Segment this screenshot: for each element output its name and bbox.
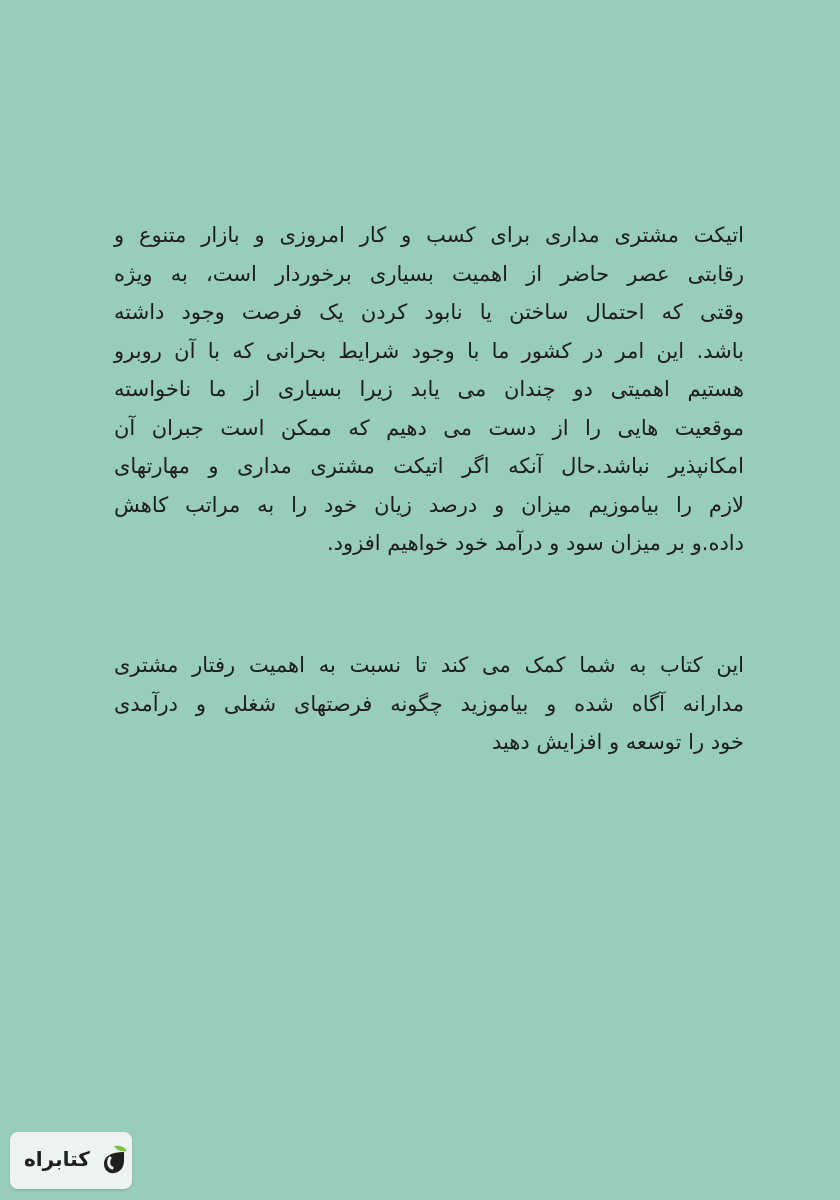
paragraph-line: هستیم اهمیتی دو چندان می یابد زیرا بسیاری از ما ناخواسته [114, 377, 744, 401]
paragraph-line: خود را توسعه و افزایش دهید [491, 730, 744, 754]
description-paragraph-1 [114, 216, 744, 563]
logo-text: کتابراه [24, 1147, 90, 1171]
ketabrah-logo-badge [10, 1132, 132, 1189]
paragraph-line: موقعیت هایی را از دست می دهیم که ممکن است جبران آن [114, 415, 744, 440]
paragraph-line: اتیکت مشتری مداری برای کسب و کار امروزی و بازار متنوع و [114, 223, 744, 247]
paragraph-line: مدارانه آگاه شده و بیاموزید چگونه فرصتهای شغلی و درآمدی [114, 691, 744, 716]
paragraph-line: باشد. این امر در کشور ما با وجود شرایط بحرانی که با آن روبرو [114, 338, 744, 363]
paragraph-line: لازم را بیاموزیم میزان و درصد زیان خود را به مراتب کاهش [114, 492, 744, 517]
ketabrah-logo-icon [94, 1142, 130, 1178]
paragraph-line: وقتی که احتمال ساختن یا نابود کردن یک فرصت وجود داشته [114, 300, 744, 324]
paragraph-line: رقابتی عصر حاضر از اهمیت بسیاری برخوردار است، به ویژه [114, 261, 744, 286]
description-paragraph-2 [114, 646, 744, 762]
paragraph-line: امکانپذیر نباشد.حال آنکه اگر اتیکت مشتری مداری و مهارتهای [114, 454, 744, 478]
paragraph-line: این کتاب به شما کمک می کند تا نسبت به اهمیت رفتار مشتری [114, 653, 744, 677]
paragraph-line: داده.و بر میزان سود و درآمد خود خواهیم افزود. [326, 531, 744, 555]
